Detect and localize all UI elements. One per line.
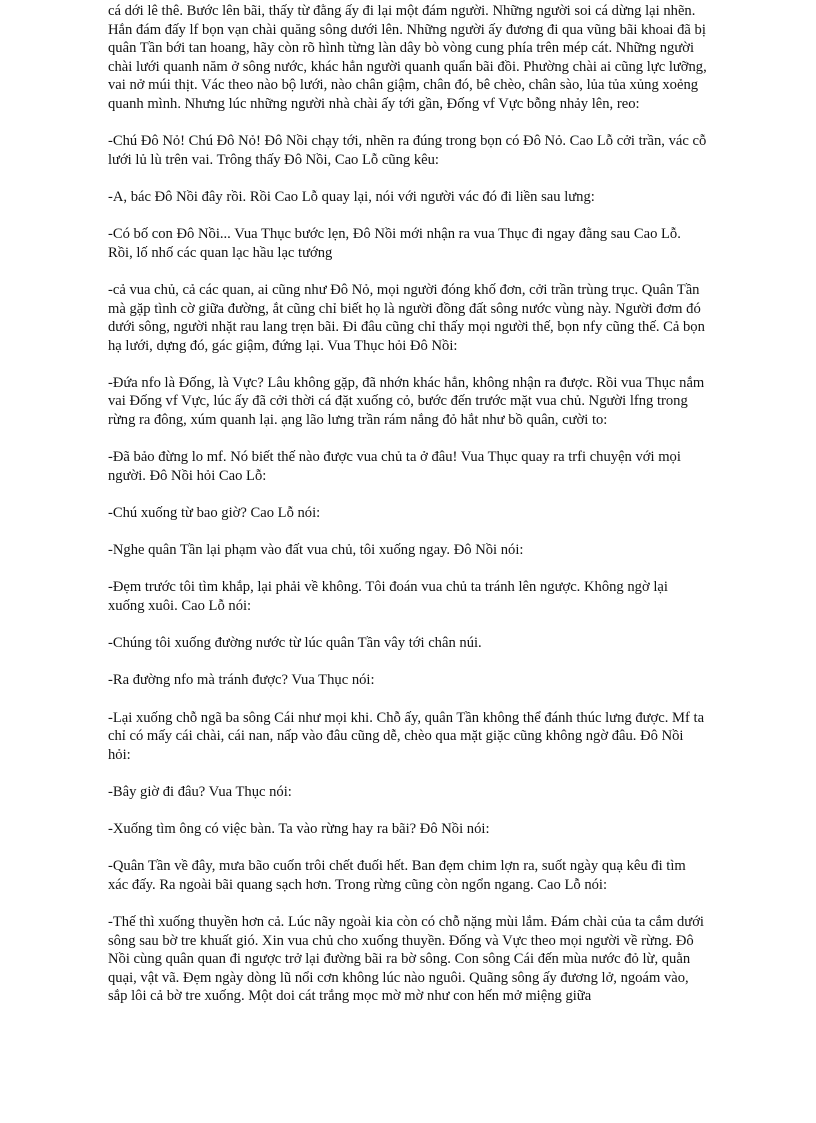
paragraph: -Xuống tìm ông có việc bàn. Ta vào rừng hay ra bãi? Đô Nồi nói:: [108, 821, 490, 838]
paragraph: -cả vua chủ, cả các quan, ai cũng như Đô Nỏ, mọi người đóng khố đơn, cởi trần trùng trục. Quân Tần mà gặp tình cờ giữa đường, ắt cũng chỉ biết họ là người đồng đất sông nước vùng này. Người đơm đó dưới sông, người nhặt rau lang trẹn bãi. Đi đâu cũng chỉ thấy mọi người thế, bọn nfy cũng thế. Cả bọn hạ lưới, dựng đó, gác giậm, đứng lại. Vua Thục hỏi Đô Nồi:: [108, 281, 705, 354]
paragraph: -Lại xuống chỗ ngã ba sông Cái như mọi khi. Chỗ ấy, quân Tần không thể đánh thúc lưng được. Mf ta chỉ có mấy cái chài, cái nan, nấp vào đâu cũng dễ, chèo qua mặt giặc cũng không ngờ đâu. Đô Nồi hỏi:: [108, 709, 705, 763]
paragraph: -Chúng tôi xuống đường nước từ lúc quân Tần vây tới chân núi.: [108, 635, 482, 652]
paragraph: -Bây giờ đi đâu? Vua Thục nói:: [108, 783, 292, 800]
paragraph: -Thế thì xuống thuyền hơn cả. Lúc nãy ngoài kia còn có chỗ nặng mùi lắm. Đám chài của ta cắm dưới sông sau bờ tre khuất gió. Xin vua chủ cho xuống thuyền. Đống và Vực theo mọi người về rừng. Đô Nồi cùng quân quan đi ngược trở lại đường bãi ra bờ sông. Con sông Cái đến mùa nước đỏ lừ, quằn quại, vật vã. Đẹm ngày dòng lũ nổi cơn không lúc nào nguôi. Quãng sông ấy đương lở, ngoám vào, sắp lôi cả bờ tre xuống. Một doi cát trắng mọc mờ mờ như con hến mở miệng giữa: [108, 914, 704, 1005]
paragraph: -Nghe quân Tần lại phạm vào đất vua chủ, tôi xuống ngay. Đô Nồi nói:: [108, 542, 524, 559]
paragraph: -Đã bảo đừng lo mf. Nó biết thế nào được vua chủ ta ở đâu! Vua Thục quay ra trfi chuyện với mọi người. Đô Nồi hỏi Cao Lỗ:: [108, 449, 681, 484]
paragraph: cá dới lê thê. Bước lên bãi, thấy từ đằng ấy đi lại một đám người. Những người soi cá dừng lại nhẽn. Hắn đám đấy lf bọn vạn chài quăng sông dưới lên. Những người ấy đương đi qua vũng bãi khoai đã bị quân Tần bới tan hoang, hãy còn rõ hình từng làn dây bò vòng cung phía trên mép cát. Những người chài lưới quanh năm ở sông nước, khác hẳn người quanh quẩn bãi đồi. Phường chài ai cũng lực lưỡng, vai nở múi thịt. Vác theo nào bộ lưới, nào chân giậm, chân đó, bê chèo, chân sào, lủa tủa xủng xoẻng quanh mình. Nhưng lúc những người nhà chài ấy tới gần, Đống vf Vực bỗng nhảy lên, reo:: [108, 3, 707, 112]
paragraph: -Quân Tần về đây, mưa bão cuốn trôi chết đuối hết. Ban đẹm chim lợn ra, suốt ngày quạ kêu đi tìm xác đấy. Ra ngoài bãi quang sạch hơn. Trong rừng cũng còn ngổn ngang. Cao Lỗ nói:: [108, 858, 686, 893]
paragraph: -A, bác Đô Nồi đây rồi. Rồi Cao Lỗ quay lại, nói với người vác đó đi liền sau lưng:: [108, 188, 595, 205]
paragraph: -Chú xuống từ bao giờ? Cao Lỗ nói:: [108, 505, 321, 522]
document-page: [108, 2, 708, 1025]
paragraph: -Đẹm trước tôi tìm khắp, lại phải về không. Tôi đoán vua chủ ta tránh lên ngược. Không ngờ lại xuống xuôi. Cao Lỗ nói:: [108, 579, 668, 614]
paragraph: -Có bố con Đô Nồi... Vua Thục bước lẹn, Đô Nồi mới nhận ra vua Thục đi ngay đằng sau Cao Lỗ. Rồi, lố nhố các quan lạc hầu lạc tướng: [108, 226, 681, 261]
paragraph: -Ra đường nfo mà tránh được? Vua Thục nói:: [108, 672, 375, 689]
paragraph: -Chú Đô Nỏ! Chú Đô Nỏ! Đô Nồi chạy tới, nhẽn ra đúng trong bọn có Đô Nỏ. Cao Lỗ cởi trần, vác cỗ lưới lủ lù trên vai. Trông thấy Đô Nồi, Cao Lỗ cũng kêu:: [108, 133, 707, 168]
paragraph: -Đứa nfo là Đống, là Vực? Lâu không gặp, đã nhớn khác hẳn, không nhận ra được. Rồi vua Thục nắm vai Đống vf Vực, lúc ấy đã cởi thời cá đặt xuống cỏ, bước đến trước mặt vua chủ. Người lfng trong rừng ra đông, xúm quanh lại. ạng lão lưng trần rám nắng đỏ hắt như bồ quân, cười to:: [108, 374, 705, 429]
